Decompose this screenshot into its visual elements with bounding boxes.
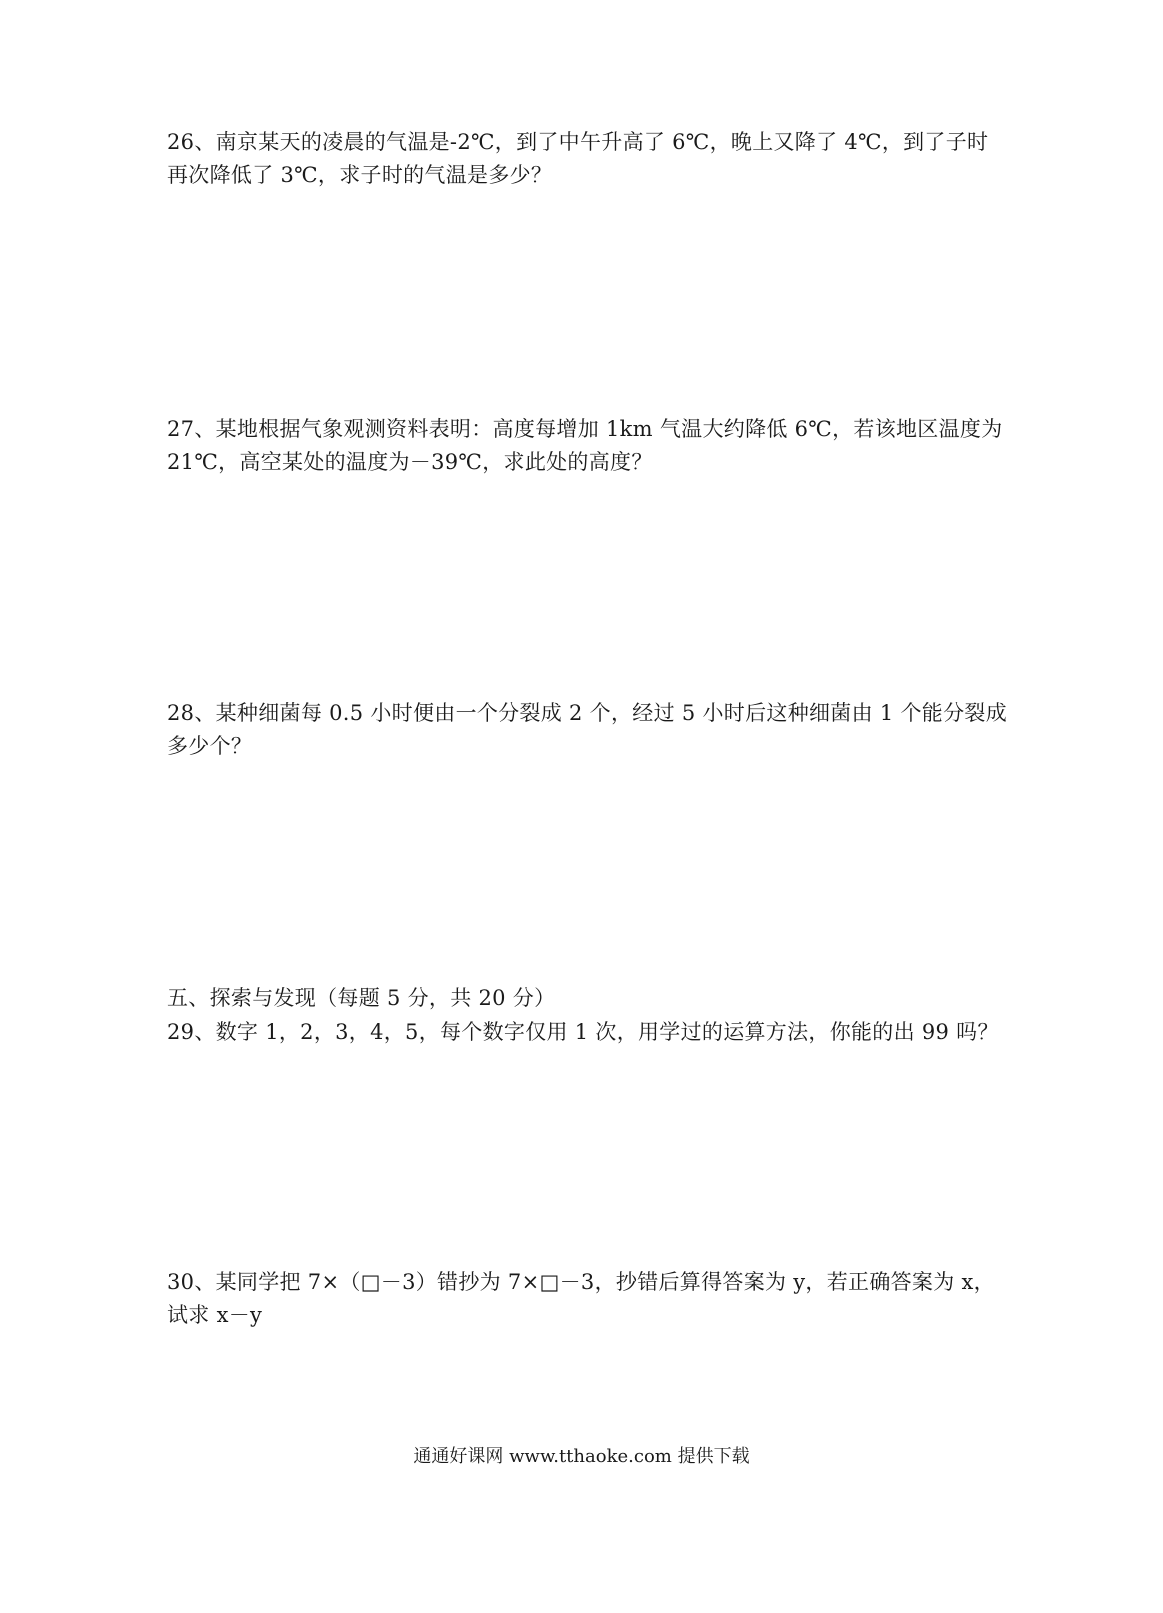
question-27-line-2: 21℃，高空某处的温度为－39℃，求此处的高度？ — [167, 450, 653, 474]
question-26 — [167, 126, 987, 192]
question-29 — [167, 1016, 999, 1049]
section-5-heading — [167, 982, 987, 1015]
question-30 — [167, 1266, 995, 1332]
page-footer: 通通好课网 www.tthaoke.com 提供下载 — [413, 1446, 750, 1467]
question-28 — [167, 697, 1007, 763]
question-30-line-2: 试求 x－y — [167, 1303, 263, 1327]
question-27-line-1: 27、某地根据气象观测资料表明：高度每增加 1km 气温大约降低 6℃，若该地区温度为 — [167, 417, 1003, 441]
question-27 — [167, 413, 1003, 479]
question-28-line-1: 28、某种细菌每 0.5 小时便由一个分裂成 2 个，经过 5 小时后这种细菌由 1 个能分裂成 — [167, 701, 1007, 725]
question-30-line-1: 30、某同学把 7×（□－3）错抄为 7×□－3，抄错后算得答案为 y，若正确答案为 x， — [167, 1270, 995, 1294]
question-28-line-2: 多少个？ — [167, 734, 253, 758]
question-29-line-1: 29、数字 1，2，3，4，5，每个数字仅用 1 次，用学过的运算方法，你能的出 99 吗？ — [167, 1020, 999, 1044]
section-5-heading-text: 五、探索与发现（每题 5 分，共 20 分） — [167, 986, 556, 1010]
question-26-line-2: 再次降低了 3℃，求子时的气温是多少？ — [167, 163, 553, 187]
question-26-line-1: 26、南京某天的凌晨的气温是-2℃，到了中午升高了 6℃，晚上又降了 4℃，到了子时 — [167, 130, 989, 154]
